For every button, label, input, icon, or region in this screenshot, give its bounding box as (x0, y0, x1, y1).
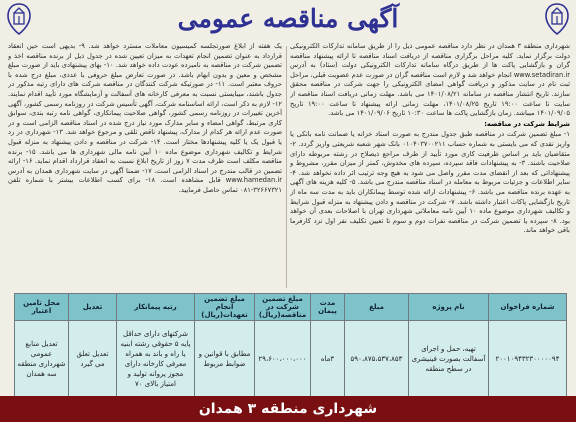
conditions-paragraph: ۱- مبلغ تضمین شرکت در مناقصه طبق جدول مندرج به صورت اسناد خزانه یا ضمانت نامه بانکی یا واریز نقدی که می بایستی به شماره حساب ۰۱۰۴۰۳۷۰۰۲۱۱ بانک شهر شعبه شریعتی واریز گردد. ۲- متقاضیان باید بر اساس ظرفیت کاری مورد تأیید از طرف مراجع ذیصلاح در رشته مربوطه دارای صلاحیت باشند. ۳- به پیشنهادات فاقد سپرده، سپرده های مخدوش، کمتر از میزان مقرر، مشروط و پیشنهاداتی که بعد از انقضای مدت مقرر واصل می شود به هیچ وجه ترتیب اثر داده نخواهد شد. ۴- سایر اطلاعات و جزئیات مربوط به معامله در اسناد مناقصه مندرج می باشد. ۵- کلیه هزینه های آگهی به عهده برنده مناقصه می باشد. ۶- پیشنهادات ارائه شده توسط پیمانکاران باید به مدت سه ماه از تاریخ بازگشایی پاکات اعتبار داشته باشد. ۷- شرکت در مناقصه و دادن پیشنهاد به منزله قبول شرایط و تکالیف شهرداری موضوع ماده ۱۰ آیین نامه معاملاتی شهرداری تهران با اصلاحات بعدی آن خواهد بود. ۸- سپرده یا تضمین شرکت در مناقصه نفرات دوم و سوم تا تعیین تکلیف نفر اول نزد کارفرما باقی خواهد ماند. (290, 130, 570, 235)
column-divider (286, 46, 287, 288)
header-contractor-grade: رتبه پیمانکار (117, 294, 195, 321)
page-title: آگهی مناقصه عمومی (177, 4, 399, 33)
table-row (15, 321, 567, 398)
header-contract-duration: مدت پیمان (311, 294, 345, 321)
cell-contract-duration: ۳ماه (311, 321, 345, 398)
header-project-name: نام پروژه (409, 294, 489, 321)
municipality-emblem-icon (544, 2, 570, 36)
header-adjustment: تعدیل (69, 294, 117, 321)
tender-table (14, 293, 567, 398)
header-performance-guarantee: مبلغ تضمین انجام تعهدات(ریال) (195, 294, 255, 321)
cell-funding-source: تعدیل منابع عمومی شهرداری منطقه سه همدان (15, 321, 69, 398)
header-funding-source: محل تامین اعتبار (15, 294, 69, 321)
notice-body-right-column (290, 42, 570, 292)
cell-bid-guarantee: ۲۹،۶۰۰،۰۰۰،۰۰۰ (255, 321, 311, 398)
conditions-heading: شرایط شرکت در مناقصه: (484, 119, 570, 128)
conditions-continued-paragraph: یک هفته از ابلاغ صورتجلسه کمیسیون معاملات مسترد خواهد شد. ۹- بدیهی است حین انعقاد قرارداد به عنوان تضمین انجام تعهدات به میزان تعیین شده در جدول ذیل از برنده مناقصه اخذ و تضمین شرکت در مناقصه به نامبرده عودت داده خواهد شد. ۱۰- بهای پیشنهادی باید از صورت مبلغ مشخص و معین و بدون ابهام باشد. در صورت تعارض مبلغ حروفی با عددی، مبلغ درج شده با حروف معتبر است. ۱۱- در صورتیکه شرکت کنندگان در مناقصه شرکت های دارای رتبه مذکور در جدول باشند، میبایستی نسبت به معرفی کارخانه های آسفالت و آزمایشگاه مورد تأیید اقدام نمایند. ۱۲- لازم به ذکر است، ارائه اساسنامه شرکت، آگهی تأسیس شرکت در روزنامه رسمی کشور، آگهی آخرین تغییرات در روزنامه رسمی کشور، گواهی صلاحیت پیمانکاری، گواهی نامه رتبه بندی، سوابق کاری مرتبط، گواهی امضاء و سایر مدارک مورد نیاز درج شده در اسناد مناقصه الزامی است و در صورت عدم ارائه هر کدام از مدارک، پیشنهاد ناقص تلقی و مرجوع خواهد شد. ۱۳- شهرداری در رد یا قبول یک یا کلیه پیشنهادها مختار است. ۱۴- شرکت در مناقصه و دادن پیشنهاد به منزله قبول شرایط و تکالیف شهرداری موضوع ماده ۱۰ آیین نامه مالی شهرداری ها می باشد. ۱۵- برنده مناقصه مکلف است ظرف مدت ۷ روز از تاریخ ابلاغ نسبت به انعقاد قرارداد اقدام نماید. ۱۶- ارائه تضمین در قالب مندرج در اسناد الزامی است. ۱۷- ضمنا آگهی در سایت شهرداری همدان به آدرس www.hamedan.ir قابل مشاهده است. ۱۸- برای کسب اطلاعات بیشتر با شماره تلفن ۳۲۶۶۷۳۲۱-۰۸۱ تماس حاصل فرمایید. (8, 42, 282, 194)
header-call-number: شماره فراخوان (489, 294, 567, 321)
header-amount: مبلغ (345, 294, 409, 321)
cell-amount: ۵۹۰،۸۷۵،۵۳۷،۸۵۳ (345, 321, 409, 398)
cell-call-number: ۲۰۰۱۰۹۴۳۲۳۰۰۰۰۰۹۴ (489, 321, 567, 398)
cell-contractor-grade: شرکتهای دارای حداقل پایه ۵ حقوقی رشته ابنیه یا راه و باند به همراه معرفی کارخانه دارای مجوز پروانه تولید و امتیاز بالای ۷۰ (117, 321, 195, 398)
cell-adjustment: تعدیل تعلق می گیرد (69, 321, 117, 398)
notice-intro-paragraph: شهرداری منطقه ۳ همدان در نظر دارد مناقصه عمومی ذیل را از طریق سامانه تدارکات الکترونیکی دولت برگزار نماید. کلیه مراحل برگزاری مناقصه از دریافت اسناد مناقصه تا ارائه پیشنهاد مناقصه گران و بازگشایی پاکت ها از طریق درگاه سامانه تدارکات الکترونیکی دولت (ستاد) به آدرس www.setadiran.ir انجام خواهد شد و لازم است مناقصه گران در صورت عدم عضویت قبلی، مراحل ثبت نام در سایت مذکور و دریافت گواهی امضای الکترونیکی را جهت شرکت در مناقصه محقق سازند. تاریخ انتشار مناقصه در سامانه ۱۴۰۱/۰۸/۲۱ می باشد. مهلت زمانی دریافت اسناد مناقصه از سایت تا ساعت ۱۹:۰۰ تاریخ ۱۴۰۱/۰۸/۲۵، مهلت زمانی ارائه پیشنهاد تا ساعت ۱۹:۰۰ تاریخ ۱۴۰۱/۰۹/۰۵ میباشد. زمان بازگشایی پاکت ها ساعت ۱۰:۳۰ تاریخ ۱۴۰۱/۰۹/۰۶ می باشد. (290, 42, 570, 118)
municipality-emblem-icon (6, 2, 32, 36)
table-header-row (15, 294, 567, 321)
footer-banner: شهرداری منطقه ۳ همدان (0, 396, 576, 422)
cell-performance-guarantee: مطابق با قوانین و ضوابط مربوط (195, 321, 255, 398)
cell-project-name: تهیه، حمل و اجرای آسفالت بصورت فینیشری در سطح منطقه (409, 321, 489, 398)
notice-header (0, 0, 576, 42)
notice-body-left-column (8, 42, 282, 292)
header-bid-guarantee: مبلغ تضمین شرکت در مناقصه(ریال) (255, 294, 311, 321)
